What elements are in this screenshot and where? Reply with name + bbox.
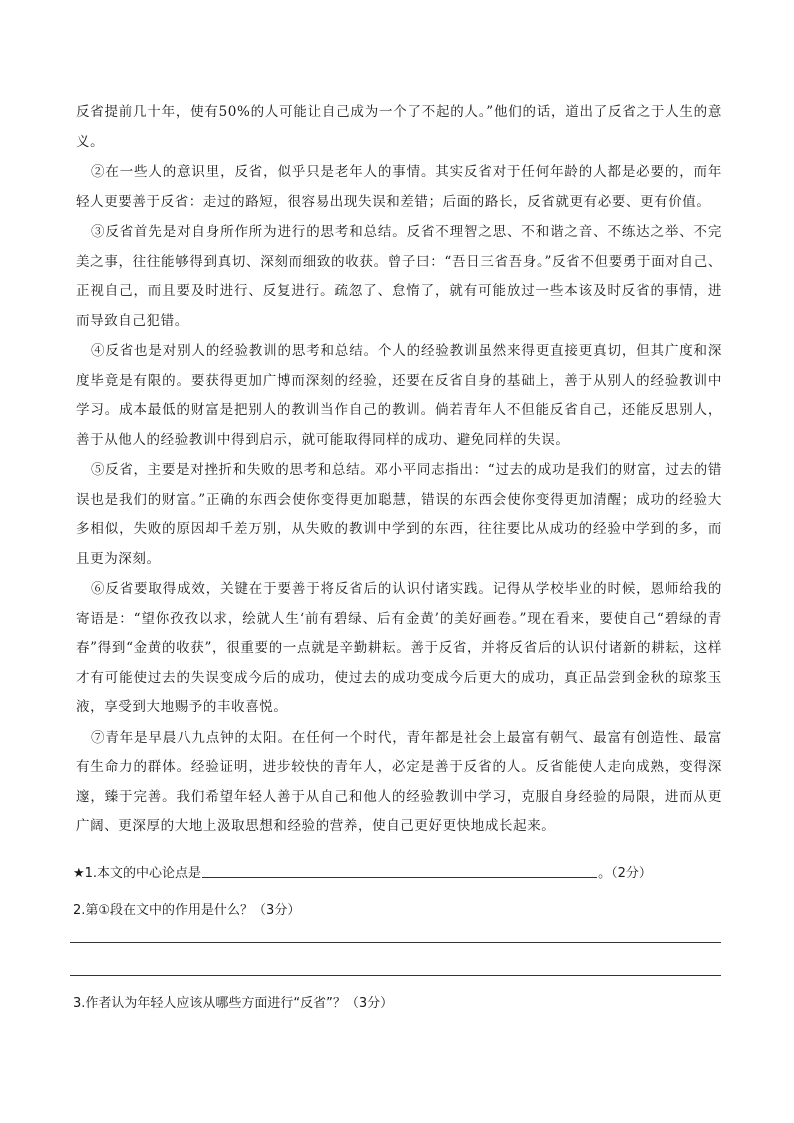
question-1-score: 。（2分）: [598, 866, 652, 881]
passage-paragraph-5: ⑤反省，主要是对挫折和失败的思考和总结。邓小平同志指出：“过去的成功是我们的财富，过去的错误也是我们的财富。”正确的东西会使你变得更加聪慧，错误的东西会使你变得更加清醒；成功的经验大多相似，失败的原因却千差万别，从失败的教训中学到的东西，往往要比从成功的经验中学到的多，而且更为深刻。: [76, 462, 722, 567]
reading-passage: [76, 98, 722, 843]
passage-paragraph-4: ④反省也是对别人的经验教训的思考和总结。个人的经验教训虽然来得更直接更真切，但其广度和深度毕竟是有限的。要获得更加广博而深刻的经验，还要在反省自身的基础上，善于从别人的经验教训中学习。成本最低的财富是把别人的教训当作自己的教训。倘若青年人不但能反省自己，还能反思别人，善于从他人的经验教训中得到启示，就可能取得同样的成功、避免同样的失误。: [76, 343, 722, 448]
question-3: 3.作者认为年轻人应该从哪些方面进行“反省”？（3分）: [73, 996, 394, 1011]
passage-paragraph-3: ③反省首先是对自身所作所为进行的思考和总结。反省不理智之思、不和谐之音、不练达之举、不完美之事，往往能够得到真切、深刻而细致的收获。曾子曰：“吾日三省吾身。”反省不但要勇于面对自己、正视自己，而且要及时进行、反复进行。疏忽了、怠惰了，就有可能放过一些本该及时反省的事情，进而导致自己犯错。: [76, 224, 722, 329]
passage-paragraph-2: ②在一些人的意识里，反省，似乎只是老年人的事情。其实反省对于任何年龄的人都是必要的，而年轻人更要善于反省：走过的路短，很容易出现失误和差错；后面的路长，反省就更有必要、更有价值。: [76, 164, 722, 210]
question-2-answer-line-2[interactable]: [70, 975, 721, 976]
question-1: [73, 862, 652, 881]
passage-paragraph-6: ⑥反省要取得成效，关键在于要善于将反省后的认识付诸实践。记得从学校毕业的时候，恩师给我的寄语是：“望你孜孜以求，绘就人生‘前有碧绿、后有金黄’的美好画卷。”现在看来，要使自己“碧绿的青春”得到“金黄的收获”，很重要的一点就是辛勤耕耘。善于反省，并将反省后的认识付诸新的耕耘，这样才有可能使过去的失误变成今后的成功，使过去的成功变成今后更大的成功，真正品尝到金秋的琼浆玉液，享受到大地赐予的丰收喜悦。: [76, 581, 722, 715]
question-2: 2.第①段在文中的作用是什么？（3分）: [73, 903, 301, 918]
question-1-prompt: ★1.本文的中心论点是: [73, 866, 202, 881]
question-2-answer-line-1[interactable]: [70, 942, 721, 943]
passage-paragraph-7: ⑦青年是早晨八九点钟的太阳。在任何一个时代，青年都是社会上最富有朝气、最富有创造性、最富有生命力的群体。经验证明，进步较快的青年人，必定是善于反省的人。反省能使人走向成熟，变得深邃，臻于完善。我们希望年轻人善于从自己和他人的经验教训中学习，克服自身经验的局限，进而从更广阔、更深厚的大地上汲取思想和经验的营养，使自己更好更快地成长起来。: [76, 729, 722, 834]
question-1-answer-blank[interactable]: [202, 863, 597, 878]
passage-paragraph-continuation: 反省提前几十年，使有50%的人可能让自己成为一个了不起的人。”他们的话，道出了反省之于人生的意义。: [76, 104, 722, 150]
